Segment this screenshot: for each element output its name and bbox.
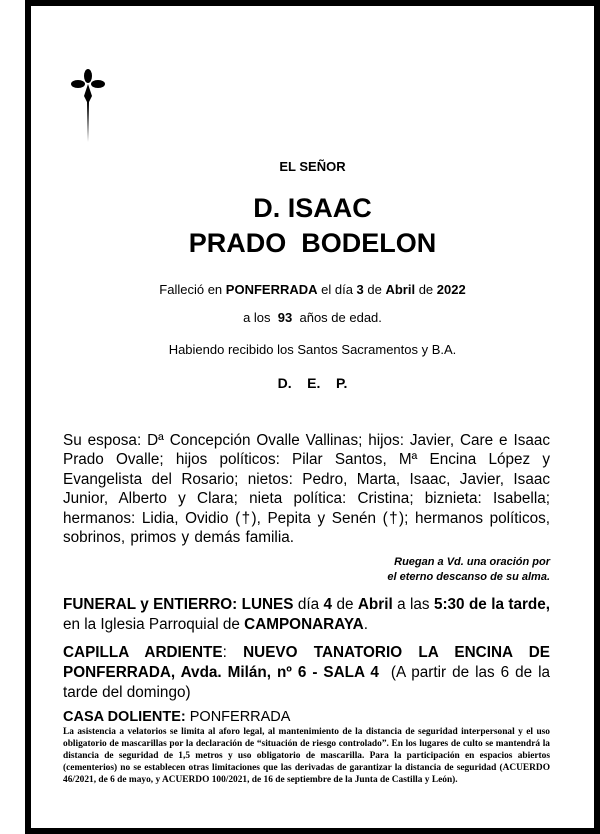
deceased-name-line2: PRADO BODELON xyxy=(188,228,437,258)
notice-body xyxy=(63,431,555,786)
text: CAPILLA ARDIENTE xyxy=(63,644,223,662)
death-year: 2022 xyxy=(436,282,466,297)
funeral-time: 5:30 de la tarde, xyxy=(433,596,551,614)
age: 93 xyxy=(277,310,293,325)
house-info xyxy=(63,709,550,726)
house-value: PONFERRADA xyxy=(185,709,291,726)
dep: D. E. P. xyxy=(277,375,348,391)
text: Falleció en xyxy=(159,282,226,297)
text: el día xyxy=(317,282,357,297)
text: : xyxy=(222,644,244,662)
death-place: PONFERRADA xyxy=(225,282,318,297)
funeral-month: Abril xyxy=(357,596,393,614)
prayer-line1: Ruegan a Vd. una oración por xyxy=(394,556,550,569)
funeral-day: 4 xyxy=(323,596,333,614)
funeral-place: CAMPONARAYA xyxy=(244,616,364,634)
text: de xyxy=(332,596,358,614)
death-month: Abril xyxy=(385,282,416,297)
text: (A partir de las 6 de la tarde del domingo) xyxy=(63,664,555,702)
funeral-info xyxy=(63,595,555,635)
prayer-request xyxy=(63,555,550,585)
text: en la Iglesia Parroquial de xyxy=(63,596,555,634)
house-label: CASA DOLIENTE: xyxy=(63,709,186,726)
text: a los xyxy=(243,310,275,325)
death-day: 3 xyxy=(356,282,364,297)
text: a las xyxy=(392,596,434,614)
chapel-info xyxy=(63,643,555,703)
text: de xyxy=(363,282,386,297)
family-paragraph: Su esposa: Dª Concepción Ovalle Vallinas; hijos: Javier, Care e Isaac Prado Ovalle; hijos políticos: Pilar Santos, Mª Encina López y Evangelista del Rosario; nietos: Pedro, Marta, Isaac, Javier, Isaac Junior, Alberto y Clara; nieta política: Cristina; biznieta: Isabella; hermanos: Lidia, Ovidio (†), Pepita y Senén (†); hermanos políticos, sobrinos, primos y demás familia. xyxy=(63,432,550,547)
deceased-name-line1: D. ISAAC xyxy=(253,193,372,223)
death-line xyxy=(0,282,600,297)
cross-icon xyxy=(70,66,106,142)
chapel-location: NUEVO TANATORIO LA ENCINA DE PONFERRADA, Avda. Milán, nº 6 - SALA 4 xyxy=(63,644,555,682)
text: FUNERAL y ENTIERRO: LUNES xyxy=(63,596,294,614)
text: años de edad. xyxy=(295,310,382,325)
title-prefix: EL SEÑOR xyxy=(279,159,346,174)
text: de xyxy=(415,282,437,297)
age-line xyxy=(0,310,600,325)
text: . xyxy=(363,616,368,634)
text: día xyxy=(293,596,324,614)
prayer-line2: el eterno descanso de su alma. xyxy=(387,571,550,584)
sacraments-line: Habiendo recibido los Santos Sacramentos y B.A. xyxy=(168,342,457,357)
legal-notice: La asistencia a velatorios se limita al aforo legal, al mantenimiento de la distancia de seguridad interpersonal y el uso obligatorio de mascarillas por la declaración de “situación de riesgo controlado”. En los lugares de culto se mantendrá la distancia de seguridad de 1,5 metros y uso obligatorio de mascarilla. Para la participación en espacios abiertos (cementerios) no se establecen otras limitaciones que las derivadas de garantizar la distancia de seguridad (ACUERDO 46/2021, de 6 de mayo, y ACUERDO 100/2021, de 16 de septiembre de la Junta de Castilla y León). xyxy=(63,727,550,785)
